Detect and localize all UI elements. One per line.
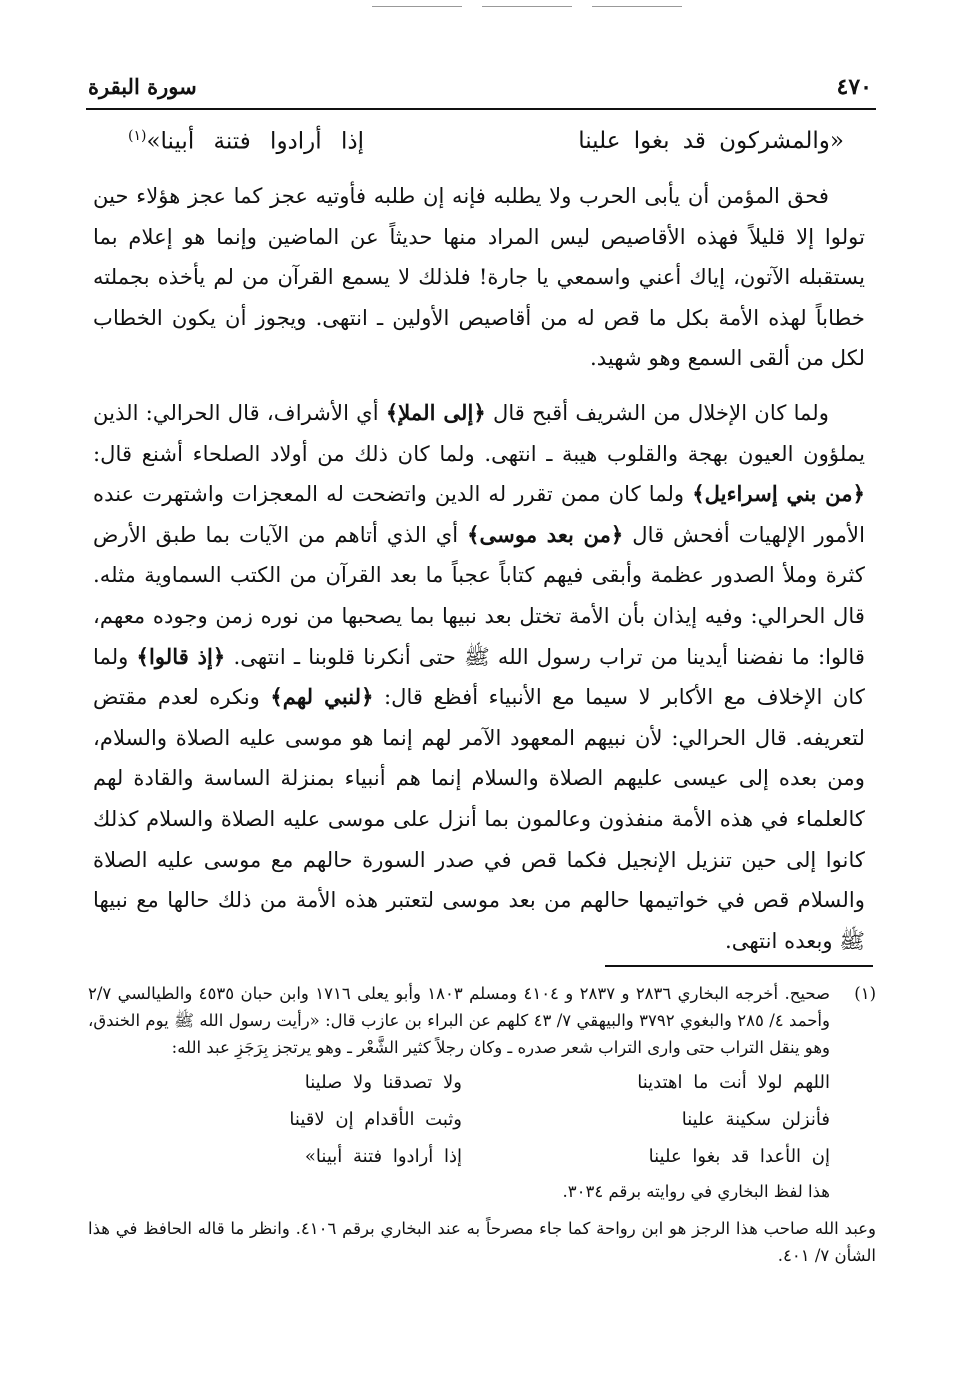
- footnote-source-note: هذا لفظ البخاري في روايته برقم ٣٠٣٤.: [562, 1182, 830, 1201]
- text-run: ولما كان الإخلال من الشريف أقبح قال: [485, 399, 829, 425]
- main-text: [93, 176, 865, 961]
- text-run: أي الذي أتاهم من الآيات بما طبق الأرض كثرة وملأ الصدور عظمة وأبقى فيهم كتاباً عجباً ما بعد القرآن من الكتب السماوية مثله. قال الحرالي: وفيه إيذان بأن الأمة تختل بعد نبيها بما يصحبها من نوره زمن وجوده معهم، قالوا: ما نفضنا أيدينا من تراب رسول الله ﷺ حتى أنكرنا قلوبنا ـ انتهى.: [93, 521, 865, 669]
- scan-edge-rule-3: [592, 6, 682, 7]
- paragraph-2: [93, 393, 865, 961]
- poem-left-hemistich: وثبت الأقدام إن لاقينا: [289, 1109, 462, 1130]
- verse-right-hemistich: «والمشركون قد بغوا علينا: [578, 128, 844, 154]
- quran-quote: ﴿من بني إسراءيل﴾: [692, 481, 865, 507]
- scan-edge-rule-2: [482, 6, 572, 7]
- paragraph-1: فحق المؤمن أن يأبى الحرب ولا يطلبه فإنه إن طلبه فأوتيه عجز كما عجز هؤلاء حين تولوا إلا قليلاً فهذه الأقاصيص ليس المراد منها حديثاً عن الماضين وإنما هو إعلام بما يستقبله الآتون، إياك أعني واسمعي يا جارة! فلذلك لا يسمع القرآن من لم يأخذه بجملته خطاباً لهذه الأمة بكل ما قص له من أقاصيص الأولين ـ انتهى. ويجوز أن يكون الخطاب لكل من ألقى السمع وهو شهيد.: [93, 183, 865, 371]
- footnote-extra-note: وعبد الله صاحب هذا الرجز هو ابن رواحة كما جاء مصرحاً به عند البخاري برقم ٤١٠٦. وانظر ما قاله الحافظ في هذا الشأن ٧/ ٤٠١.: [88, 1219, 876, 1265]
- footnote-divider: [605, 965, 873, 967]
- poem-line: [96, 1139, 830, 1176]
- footnote-poem: [96, 1065, 830, 1176]
- text-run: أي الأشراف، قال الحرالي: الذين يملؤون العيون بهجة والقلوب هيبة ـ انتهى. ولما كان ذلك من أولاد الصلحاء أشنع قال:: [93, 399, 865, 466]
- scan-edge-rule-1: [372, 6, 462, 7]
- quran-quote: ﴿من بعد موسى﴾: [467, 521, 624, 547]
- footnote-marker[interactable]: (١): [128, 128, 147, 144]
- footnote-number: (١): [854, 984, 876, 1003]
- verse-line: [128, 128, 844, 168]
- quran-quote: ﴿إلى الملإ﴾: [385, 399, 486, 425]
- page-number: ٤٧٠: [836, 74, 872, 100]
- quran-quote: ﴿إذ قالوا﴾: [136, 643, 226, 669]
- poem-line: [96, 1102, 830, 1139]
- page-header: [86, 68, 876, 110]
- text-run: ولما كان ممن تقرر له الدين واتضحت له المعجزات واشتهرت عنده الأمور الإلهيات أفحش قال: [93, 481, 865, 547]
- verse-left-hemistich: [128, 128, 364, 155]
- poem-right-hemistich: إن الأعدا قد بغوا علينا: [648, 1146, 830, 1167]
- footnote: [88, 980, 876, 1269]
- footnote-text: صحيح. أخرجه البخاري ٢٨٣٦ و ٢٨٣٧ و ٤١٠٤ ومسلم ١٨٠٣ وأبو يعلى ١٧١٦ وابن حبان ٤٥٣٥ والطيالسي ٢/٧ وأحمد ٤/ ٢٨٥ والبغوي ٣٧٩٢ والبيهقي ٧/ ٤٣ كلهم عن البراء بن عازب قال: «رأيت رسول الله ﷺ يوم الخندق، وهو ينقل التراب حتى وارى التراب شعر صدره ـ وكان رجلاً كثير الشَّعْر ـ وهو يرتجز بِرَجَزِ عبد الله:: [88, 984, 831, 1057]
- poem-left-hemistich: ولا تصدقنا ولا صلينا: [304, 1072, 462, 1093]
- text-run: ولما كان الإخلاف مع الأكابر لا سيما مع الأنبياء أفظع قال:: [93, 643, 865, 710]
- footnote-body: [88, 980, 876, 1061]
- verse-left-text: إذا أرادوا فتنة أبينا»: [146, 128, 365, 155]
- quran-quote: ﴿لنبي لهم﴾: [270, 684, 374, 710]
- poem-line: [96, 1065, 830, 1102]
- poem-left-hemistich: إذا أرادوا فتنة أبينا»: [304, 1146, 462, 1167]
- text-run: ونكره لعدم مقتض لتعريفه. قال الحرالي: لأن نبيهم المعهود الآمر لهم إنما هو موسى عليه الصلاة والسلام، ومن بعده إلى عيسى عليهم الصلاة والسلام إنما هم أنبياء بمنزلة الساسة والقادة لهم كالعلماء في هذه الأمة منفذون وعالمون بما أنزل على موسى عليه الصلاة والسلام كذلك كانوا إلى حين تنزيل الإنجيل فكما قص في صدر السورة حالهم مع موسى عليه الصلاة والسلام قص في خواتيمها حالهم من بعد موسى لتعتبر هذه الأمة من ذلك حالها مع نبيها ﷺ وبعده انتهى.: [93, 684, 865, 953]
- surah-title: سورة البقرة: [88, 74, 197, 99]
- poem-right-hemistich: اللهم لولا أنت ما اهتدينا: [637, 1072, 830, 1093]
- poem-right-hemistich: فأنزلن سكينة علينا: [681, 1109, 830, 1130]
